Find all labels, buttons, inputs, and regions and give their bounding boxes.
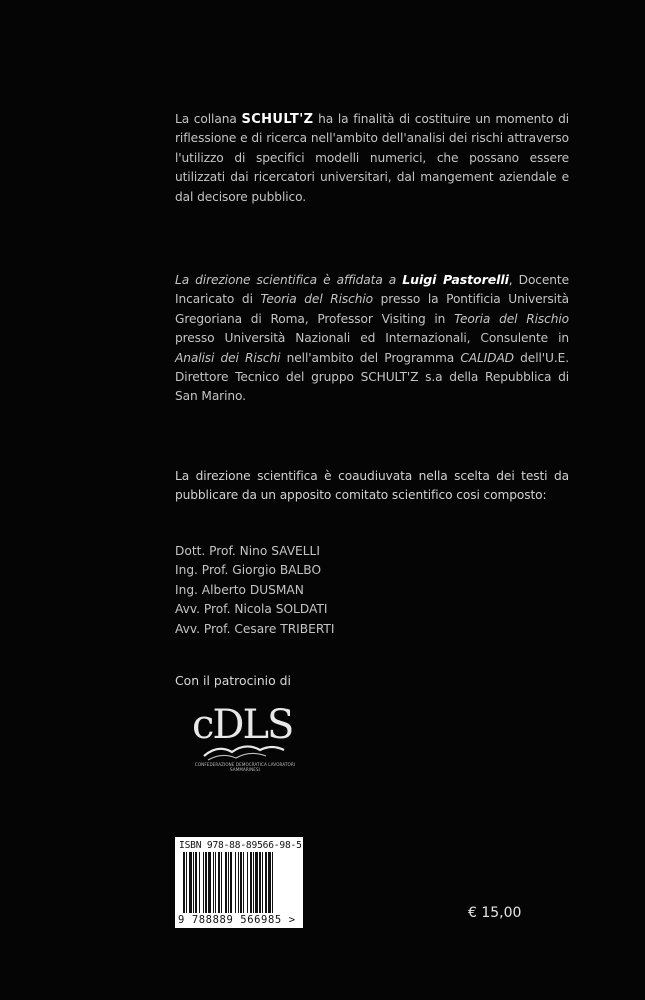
barcode-bar [195, 852, 197, 913]
committee-member: Avv. Prof. Cesare TRIBERTI [175, 621, 335, 636]
barcode-bar [218, 852, 220, 913]
barcode-bar [205, 852, 207, 913]
barcode-bar [238, 852, 239, 913]
barcode-bar [253, 852, 254, 913]
barcode-bar [268, 852, 271, 913]
director-name: Luigi Pastorelli [402, 272, 509, 287]
barcode-bar [221, 852, 222, 913]
barcode-bar [247, 852, 248, 913]
barcode-bar [243, 852, 244, 913]
barcode-bar [199, 852, 200, 913]
barcode-bar [208, 852, 211, 913]
committee-intro: La direzione scientifica è coaudiuvata nella scelta dei testi da pubblicare da un apposito comitato scientifico cosi composto: [175, 469, 569, 503]
direction-text-5: dell'U.E. Direttore Tecnico del gruppo SCHULT'Z s.a della Repubblica di San Marino. [175, 350, 569, 404]
direction-italic-2: Teoria del Rischio [454, 311, 569, 326]
barcode-bar [255, 852, 258, 913]
direction-text-2: presso la Pontificia Università Gregoriana di Roma, Professor Visiting in [175, 292, 569, 326]
direction-intro: La direzione scientifica è affidata a [175, 273, 403, 287]
barcode-bar [230, 852, 232, 913]
logo-wave-2 [208, 753, 266, 760]
barcode-bar [213, 852, 214, 913]
isbn-number: ISBN 978-88-89566-98-5 [179, 840, 302, 851]
logo-caption: CONFEDERAZIONE DEMOCRATICA LAVORATORI SAMMARINESI [194, 762, 296, 772]
barcode-bar [225, 852, 227, 913]
barcode-bar [265, 852, 267, 913]
barcode-bar [250, 852, 252, 913]
barcode-bar [259, 852, 261, 913]
barcode-bar [262, 852, 263, 913]
barcode-bar [189, 852, 192, 913]
direction-text-3: presso Università Nazionali ed Internazionali, Consulente in [175, 331, 569, 346]
barcode-bar [203, 852, 204, 913]
barcode-bar [186, 852, 187, 913]
series-description [175, 110, 569, 207]
series-desc-after: ha la finalità di costituire un momento di riflessione e di ricerca nell'ambito dell'analisi dei rischi attraverso l'utilizzo di specifici modelli numerici, che possano essere utilizzati dai ricercatori universitari, dal mangement aziendale e dal decisore pubblico. [175, 112, 569, 204]
barcode-bar [193, 852, 194, 913]
series-brand: SCHULT'Z [241, 112, 314, 127]
committee-member: Ing. Prof. Giorgio BALBO [175, 563, 322, 578]
barcode-bar [183, 852, 185, 913]
committee-member: Dott. Prof. Nino SAVELLI [175, 544, 320, 558]
committee-member: Avv. Prof. Nicola SOLDATI [175, 602, 328, 617]
ean-digits: 9 788889 566985 > [178, 914, 296, 926]
barcode-box [175, 837, 303, 928]
direction-paragraph [175, 270, 569, 407]
barcode-bar [215, 852, 216, 913]
barcode-bar [235, 852, 236, 913]
series-desc-before: La collana [175, 112, 242, 126]
barcode-bar [272, 852, 273, 913]
committee-list [175, 542, 334, 639]
direction-italic-3: Analisi dei Rischi [175, 350, 281, 365]
committee-member: Ing. Alberto DUSMAN [175, 582, 304, 597]
barcode-bars [183, 852, 299, 913]
barcode-bar [228, 852, 229, 913]
direction-text-1: , Docente Incaricato di [175, 273, 570, 307]
patronage-label: Con il patrocinio di [175, 673, 291, 688]
direction-italic-4: CALIDAD [460, 350, 514, 365]
price: € 15,00 [468, 905, 522, 921]
direction-text-4: nell'ambito del Programma [280, 350, 461, 365]
barcode-bar [240, 852, 242, 913]
direction-italic-1: Teoria del Rischio [260, 292, 374, 307]
logo-text: cDLS [192, 702, 293, 748]
